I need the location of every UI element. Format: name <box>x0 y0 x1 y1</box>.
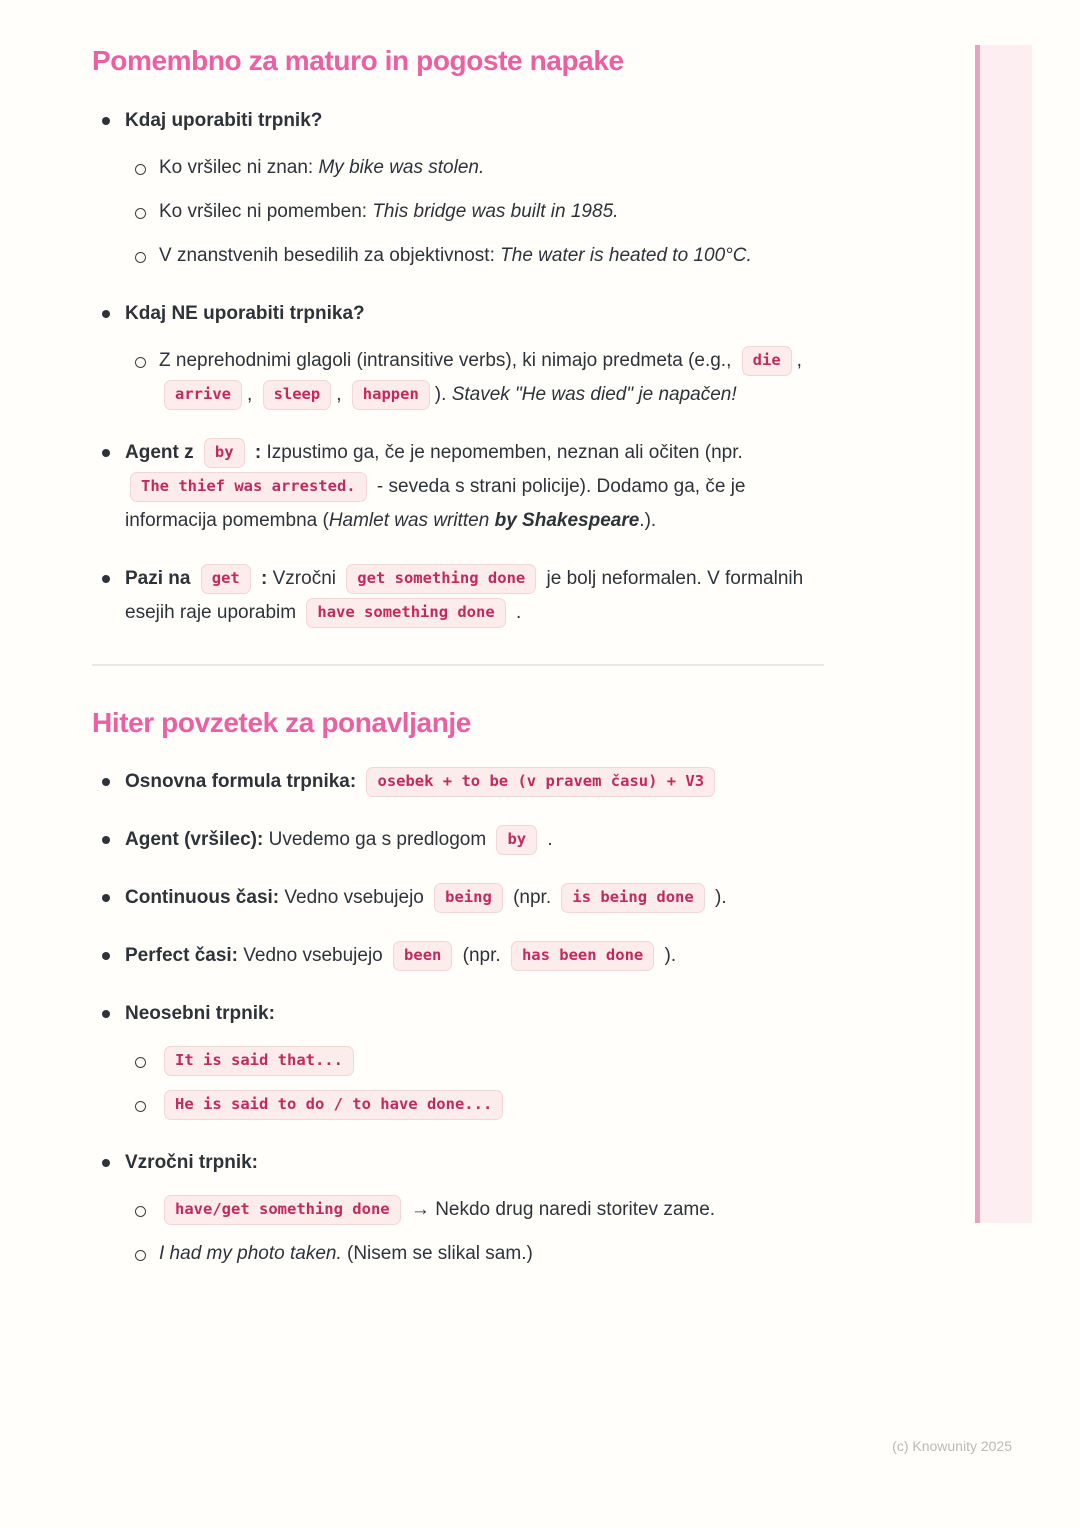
code-badge: The thief was arrested. <box>130 472 367 502</box>
text-run: Vzročni trpnik: <box>125 1152 259 1174</box>
list-item-text <box>159 1094 508 1115</box>
code-badge: die <box>742 346 792 376</box>
text-run: Osnovna formula trpnika: <box>125 771 362 793</box>
code-badge: have/get something done <box>164 1195 401 1225</box>
text-run: , <box>336 383 347 405</box>
code-badge: He is said to do / to have done... <box>164 1090 503 1120</box>
list-item <box>125 344 824 412</box>
text-run: Agent z <box>125 441 199 463</box>
list-item-text <box>125 110 322 131</box>
text-run: : <box>249 441 262 463</box>
right-accent-stripe <box>975 45 1032 1223</box>
text-run: → Nekdo drug naredi storitev zame. <box>405 1199 716 1221</box>
list-item <box>92 104 824 273</box>
list-item-text <box>125 568 803 623</box>
list-item <box>125 195 824 229</box>
text-run: Ko vršilec ni znan: <box>159 156 319 178</box>
list-item <box>125 239 824 273</box>
text-run: Kdaj NE uporabiti trpnika? <box>125 302 365 324</box>
text-run: ). <box>434 383 452 405</box>
section-divider <box>92 664 824 666</box>
sub-bullet-list <box>125 1193 824 1271</box>
text-run: , <box>796 349 802 371</box>
code-badge: has been done <box>511 941 654 971</box>
text-run: This bridge was built in 1985. <box>372 200 619 222</box>
text-run: . <box>510 601 522 623</box>
list-item <box>92 562 824 630</box>
code-badge: get <box>201 564 251 594</box>
text-run: Vedno vsebujejo <box>279 887 430 909</box>
list-item-text <box>125 442 745 531</box>
list-item-text <box>159 157 484 178</box>
list-item <box>92 297 824 412</box>
code-badge: by <box>496 825 537 855</box>
text-run: Z neprehodnimi glagoli (intransitive verbs), ki nimajo predmeta (e.g., <box>159 349 737 371</box>
text-run: Neosebni trpnik: <box>125 1003 275 1025</box>
list-item <box>92 823 824 857</box>
list-item <box>125 1088 824 1122</box>
text-run: Uvedemo ga s predlogom <box>263 829 492 851</box>
list-item <box>92 881 824 915</box>
text-run: Pazi na <box>125 567 196 589</box>
text-run: .). <box>639 509 657 531</box>
list-item <box>92 436 824 538</box>
code-badge: being <box>434 883 503 913</box>
text-run: Izpustimo ga, če je nepomemben, neznan ali očiten (npr. <box>261 441 743 463</box>
sub-bullet-list <box>125 151 824 273</box>
text-run: . <box>542 829 553 851</box>
text-run: ). <box>659 945 677 967</box>
text-run: Perfect časi: <box>125 945 239 967</box>
sub-bullet-list <box>125 1044 824 1122</box>
list-item-text <box>125 303 365 324</box>
list-item-text <box>125 945 676 966</box>
bullet-list-section-2 <box>92 765 824 1271</box>
text-run: (Nisem se slikal sam.) <box>341 1243 533 1265</box>
code-badge: is being done <box>561 883 704 913</box>
text-run: V znanstvenih besedilih za objektivnost: <box>159 244 501 266</box>
text-run: Continuous časi: <box>125 887 280 909</box>
list-item <box>125 1044 824 1078</box>
text-run: - seveda s strani policije). Dodamo ga, če je informacija pomembna ( <box>125 475 746 531</box>
copyright-footer: (c) Knowunity 2025 <box>892 1438 1012 1454</box>
list-item-text <box>125 1003 275 1024</box>
text-run: Stavek "He was died" je napačen! <box>451 383 737 405</box>
list-item-text <box>125 829 553 850</box>
code-badge: have something done <box>306 598 505 628</box>
list-item-text <box>159 1199 715 1220</box>
list-item <box>125 1237 824 1271</box>
list-item-text <box>125 1152 258 1173</box>
list-item <box>92 765 824 799</box>
text-run: by Shakespeare <box>494 509 640 531</box>
section-title-quick-summary: Hiter povzetek za ponavljanje <box>92 706 471 738</box>
list-item <box>92 939 824 973</box>
list-item-text <box>159 1243 533 1264</box>
text-run: , <box>247 383 258 405</box>
text-run: Vzročni <box>267 567 342 589</box>
text-run: Hamlet was written <box>328 509 495 531</box>
code-badge: happen <box>352 380 430 410</box>
list-item-text <box>159 201 618 222</box>
text-run: ). <box>709 887 727 909</box>
text-run: (npr. <box>457 945 506 967</box>
list-item <box>125 1193 824 1227</box>
text-run: The water is heated to 100°C. <box>500 244 752 266</box>
bullet-list-section-1 <box>92 104 824 630</box>
notes-content <box>92 44 824 1295</box>
section-title-important-for-matura: Pomembno za maturo in pogoste napake <box>92 45 624 76</box>
text-run: I had my photo taken. <box>159 1243 342 1265</box>
text-run: : <box>255 567 268 589</box>
code-badge: been <box>393 941 452 971</box>
code-badge: It is said that... <box>164 1046 354 1076</box>
code-badge: sleep <box>263 380 332 410</box>
text-run: Vedno vsebujejo <box>238 945 389 967</box>
list-item <box>125 151 824 185</box>
list-item-text <box>159 350 802 405</box>
text-run: Agent (vršilec): <box>125 829 264 851</box>
text-run: Ko vršilec ni pomemben: <box>159 200 373 222</box>
code-badge: by <box>204 438 245 468</box>
list-item-text <box>125 887 727 908</box>
list-item-text <box>159 245 752 266</box>
sub-bullet-list <box>125 344 824 412</box>
code-badge: arrive <box>164 380 242 410</box>
list-item-text <box>159 1050 359 1071</box>
text-run: je bolj neformalen. V formalnih esejih raje uporabim <box>125 567 804 623</box>
text-run: (npr. <box>507 887 557 909</box>
text-run: My bike was stolen. <box>318 156 485 178</box>
code-badge: osebek + to be (v pravem času) + V3 <box>366 767 715 797</box>
text-run: Kdaj uporabiti trpnik? <box>125 109 323 131</box>
list-item <box>92 997 824 1122</box>
code-badge: get something done <box>346 564 536 594</box>
list-item <box>92 1146 824 1271</box>
list-item-text <box>125 771 720 792</box>
